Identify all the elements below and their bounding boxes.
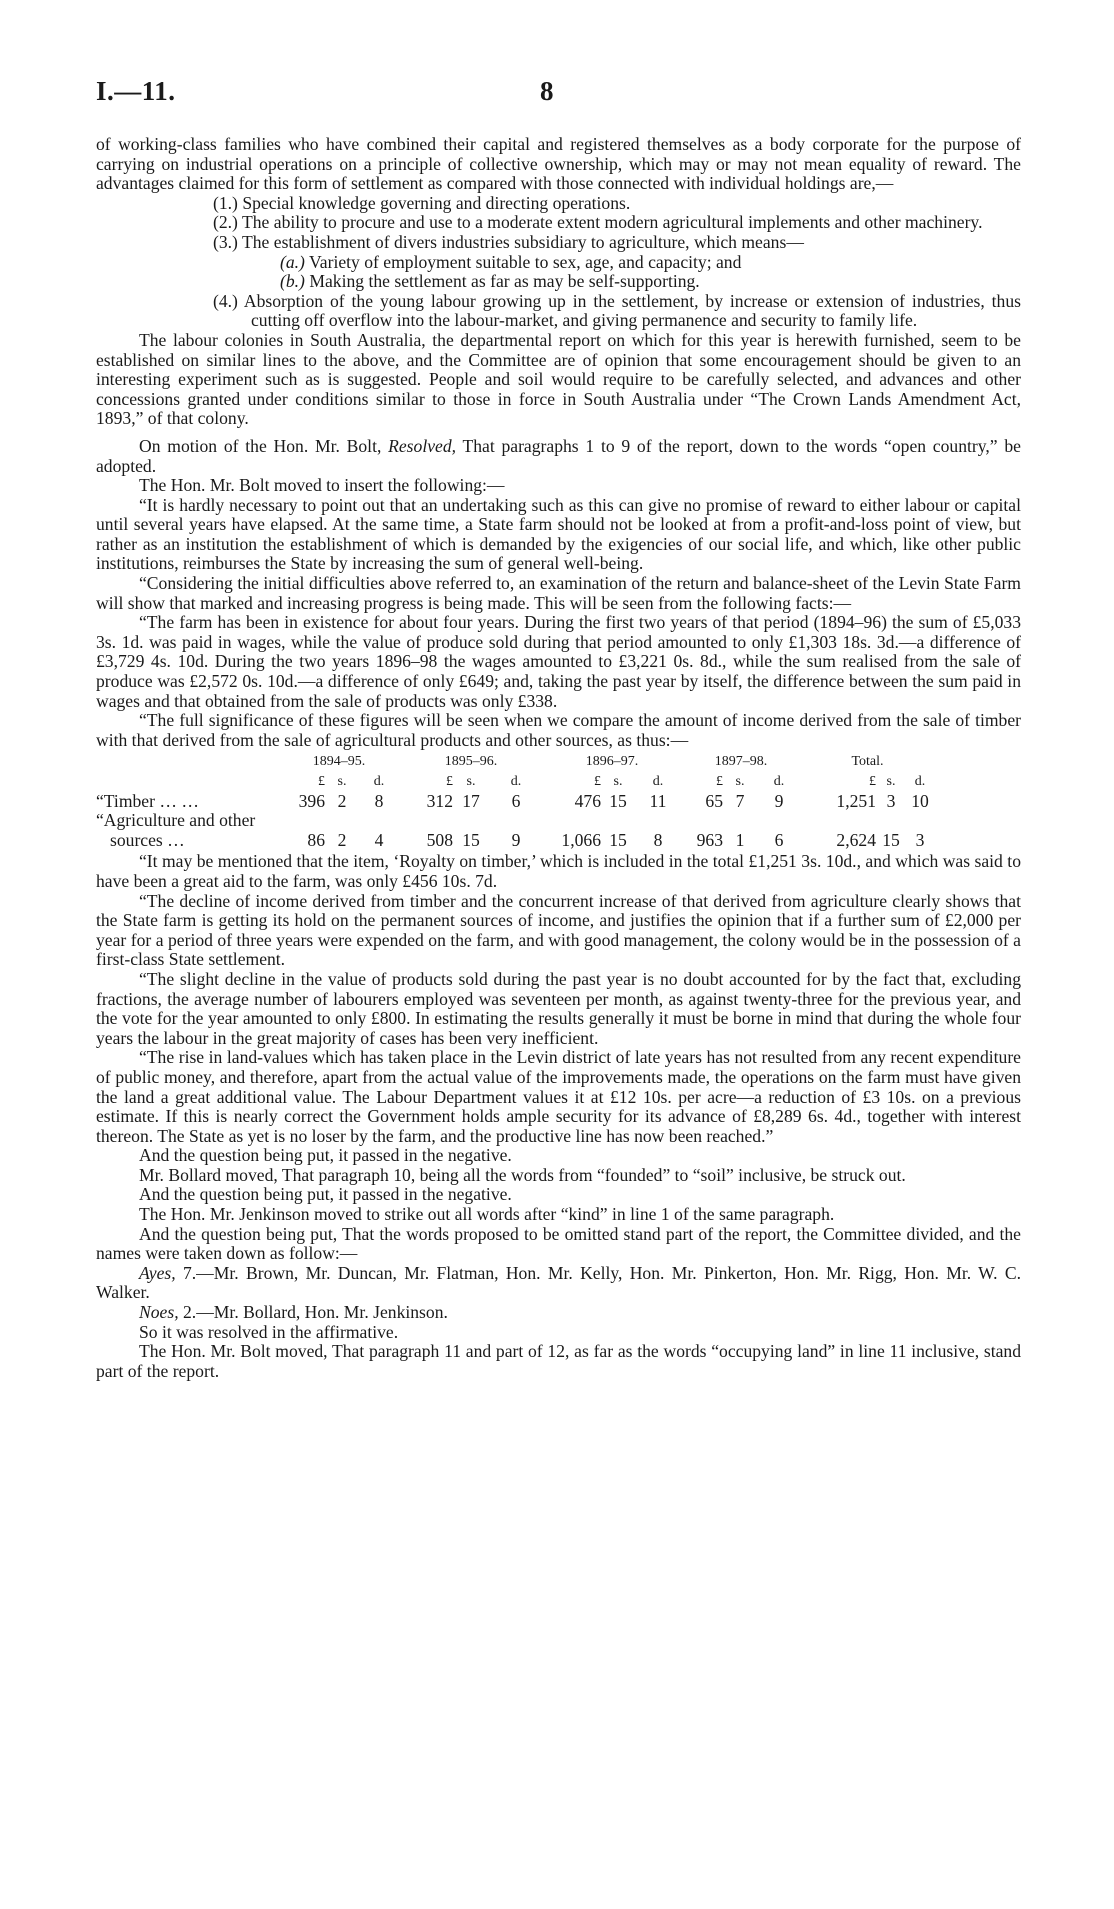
sub-list-item bbox=[96, 272, 1021, 292]
row-label: “Timber … … bbox=[96, 790, 199, 811]
advantages-list bbox=[96, 194, 1021, 331]
cell-pounds: 476 bbox=[574, 790, 601, 811]
cell-shillings: 17 bbox=[462, 790, 480, 811]
unit-pence: d. bbox=[652, 774, 664, 789]
cell-pounds: 2,624 bbox=[836, 829, 876, 850]
income-table bbox=[96, 752, 1021, 850]
cell-pence: 6 bbox=[511, 790, 521, 811]
unit-pounds: £ bbox=[594, 774, 601, 789]
cell-pounds: 963 bbox=[696, 829, 723, 850]
bolt-moved-paragraph: The Hon. Mr. Bolt moved to insert the following:— bbox=[139, 475, 505, 496]
bollard-motion: Mr. Bollard moved, That paragraph 10, being all the words from “founded” to “soil” inclusive, be struck out. bbox=[139, 1164, 906, 1185]
table-row bbox=[96, 811, 934, 831]
year-header: Total. bbox=[851, 754, 884, 770]
year-header: 1897–98. bbox=[714, 754, 768, 770]
cell-shillings: 15 bbox=[462, 829, 480, 850]
cell-pounds: 1,066 bbox=[561, 829, 601, 850]
cell-shillings: 1 bbox=[735, 829, 745, 850]
quote-paragraph: “The farm has been in existence for about four years. During the first two years of that period (1894–96) the sum of £5,033 3s. 1d. was paid in wages, while the value of produce sold during that period amounted to only £1,303 18s. 3d.—a difference of £3,729 4s. 10d. During the two years 1896–98 the wages amounted to £3,221 0s. 8d., while the sum realised from the sale of produce was £2,572 0s. 10d.—a difference of only £649; and, taking the past year by itself, the difference between the sum paid in wages and that obtained from the sale of products was only £338. bbox=[96, 612, 1021, 711]
income-table-grid bbox=[96, 752, 934, 850]
cell-shillings: 15 bbox=[609, 790, 627, 811]
ayes-label: Ayes, bbox=[139, 1262, 176, 1283]
table-row bbox=[96, 792, 934, 812]
item-number: (a.) bbox=[280, 251, 305, 272]
year-header: 1896–97. bbox=[585, 754, 639, 770]
intro-paragraph: of working-class families who have combined their capital and registered themselves as a body corporate for the purpose of carrying on industrial operations on a principle of collective ownership, which may or may not mean equality of reward. The advantages claimed for this form of settlement as compared with those connected with individual holdings are,— bbox=[96, 134, 1021, 194]
cell-pence: 8 bbox=[653, 829, 663, 850]
item-number: (b.) bbox=[280, 271, 305, 292]
motion-text: That paragraphs 1 to 9 of the report, down to the words “open country,” be adopted. bbox=[96, 435, 1021, 476]
jenkinson-motion: The Hon. Mr. Jenkinson moved to strike out all words after “kind” in line 1 of the same paragraph. bbox=[139, 1204, 835, 1225]
list-item bbox=[96, 233, 1021, 253]
cell-pence: 4 bbox=[374, 829, 384, 850]
quote-paragraph: “Considering the initial difficulties above referred to, an examination of the return and balance-sheet of the Levin State Farm will show that marked and increasing progress is being made. This will be seen from the following facts:— bbox=[96, 573, 1021, 613]
motion-text: On motion of the Hon. Mr. Bolt, bbox=[139, 435, 382, 456]
unit-pounds: £ bbox=[318, 774, 325, 789]
motion-paragraph bbox=[96, 437, 1021, 476]
item-number: (2.) bbox=[213, 212, 238, 233]
cell-pounds: 1,251 bbox=[836, 790, 876, 811]
cell-pence: 10 bbox=[911, 790, 929, 811]
item-number: (4.) bbox=[213, 290, 238, 311]
list-item bbox=[96, 213, 1021, 233]
cell-shillings: 3 bbox=[886, 790, 896, 811]
quote-paragraph: “The decline of income derived from timber and the concurrent increase of that derived from agriculture clearly shows that the State farm is getting its hold on the permanent sources of income, and justifies the opinion that if a further sum of £2,000 per year for a period of three years were expended on the farm, and with good management, the colony would be in the possession of a first-class State settlement. bbox=[96, 890, 1021, 970]
item-number: (3.) bbox=[213, 231, 238, 252]
row-label: sources … bbox=[110, 829, 185, 850]
quote-paragraph: “It may be mentioned that the item, ‘Royalty on timber,’ which is included in the total £1,251 3s. 10d., and which was said to have been a great aid to the farm, was only £456 10s. 7d. bbox=[96, 851, 1021, 891]
ayes-names: 7.—Mr. Brown, Mr. Duncan, Mr. Flatman, Hon. Mr. Kelly, Hon. Mr. Pinkerton, Hon. Mr. Rigg, Hon. Mr. W. C. Walker. bbox=[96, 1262, 1021, 1303]
page-number: 8 bbox=[540, 76, 554, 106]
cell-shillings: 2 bbox=[337, 790, 347, 811]
cell-pounds: 312 bbox=[426, 790, 453, 811]
cell-pence: 9 bbox=[774, 790, 784, 811]
quote-paragraph: “The slight decline in the value of products sold during the past year is no doubt accounted for by the fact that, excluding fractions, the average number of labourers employed was seventeen per month, as against twenty-three for the previous year, and the vote for the year amounted to only £800. In estimating the results generally it must be borne in mind that during the whole four years the labour in the great majority of cases has been very inefficient. bbox=[96, 968, 1021, 1048]
negative-result: And the question being put, it passed in the negative. bbox=[139, 1145, 512, 1166]
quote-paragraph: “The full significance of these figures will be seen when we compare the amount of income derived from the sale of timber with that derived from the sale of agricultural products and other sources, as thus:— bbox=[96, 710, 1021, 750]
unit-pounds: £ bbox=[446, 774, 453, 789]
cell-pounds: 86 bbox=[307, 829, 325, 850]
row-label: “Agriculture and other bbox=[96, 810, 256, 831]
page-header bbox=[96, 76, 1021, 116]
unit-pounds: £ bbox=[716, 774, 723, 789]
cell-pounds: 508 bbox=[426, 829, 453, 850]
sub-list-item bbox=[96, 253, 1021, 273]
cell-pence: 8 bbox=[374, 790, 384, 811]
unit-pence: d. bbox=[510, 774, 522, 789]
cell-shillings: 15 bbox=[609, 829, 627, 850]
list-item bbox=[96, 292, 1021, 331]
table-header-units bbox=[96, 772, 934, 792]
item-text: Absorption of the young labour growing up in the settlement, by increase or extension of industries, thus cutting off overflow into the labour-market, and giving permanence and security to family life. bbox=[243, 290, 1021, 331]
cell-shillings: 2 bbox=[337, 829, 347, 850]
item-text: Making the settlement as far as may be self-supporting. bbox=[309, 271, 700, 292]
unit-shillings: s. bbox=[337, 774, 347, 789]
division-question: And the question being put, That the words proposed to be omitted stand part of the report, the Committee divided, and the names were taken down as follow:— bbox=[96, 1223, 1021, 1264]
quote-paragraph: “The rise in land-values which has taken place in the Levin district of late years has not resulted from any recent expenditure of public money, and therefore, apart from the actual value of the improvements made, the operations on the farm must have given the land a great additional value. The Labour Department values it at £12 10s. per acre—a reduction of £3 10s. on a previous estimate. If this is nearly correct the Government holds ample security for its advance of £8,289 6s. 4d., together with interest thereon. The State as yet is no loser by the farm, and the productive line has now been reached.” bbox=[96, 1047, 1021, 1146]
cell-pence: 11 bbox=[649, 790, 667, 811]
quote-paragraph: “It is hardly necessary to point out that an undertaking such as this can give no promise of reward to either labour or capital until several years have elapsed. At the same time, a State farm should not be looked at from a profit-and-loss point of view, but rather as an institution the establishment of which is demanded by the exigencies of our social life, and which, like other public institutions, reimburses the State by increasing the sum of general well-being. bbox=[96, 494, 1021, 574]
item-text: Special knowledge governing and directing operations. bbox=[242, 192, 631, 213]
final-motion: The Hon. Mr. Bolt moved, That paragraph 11 and part of 12, as far as the words “occupying land” in line 11 inclusive, stand part of the report. bbox=[96, 1341, 1021, 1381]
cell-pence: 6 bbox=[774, 829, 784, 850]
item-text: The ability to procure and use to a moderate extent modern agricultural implements and other machinery. bbox=[242, 212, 983, 233]
resolved-affirmative: So it was resolved in the affirmative. bbox=[139, 1321, 399, 1342]
cell-shillings: 7 bbox=[735, 790, 745, 811]
unit-shillings: s. bbox=[466, 774, 476, 789]
table-header-years bbox=[96, 752, 934, 772]
unit-shillings: s. bbox=[735, 774, 745, 789]
year-header: 1894–95. bbox=[312, 754, 366, 770]
unit-pounds: £ bbox=[869, 774, 876, 789]
unit-pence: d. bbox=[373, 774, 385, 789]
unit-shillings: s. bbox=[613, 774, 623, 789]
table-row bbox=[96, 831, 934, 851]
noes-list bbox=[96, 1303, 1021, 1323]
item-text: Variety of employment suitable to sex, age, and capacity; and bbox=[309, 251, 742, 272]
unit-shillings: s. bbox=[886, 774, 896, 789]
cell-shillings: 15 bbox=[882, 829, 900, 850]
item-number: (1.) bbox=[213, 192, 238, 213]
cell-pounds: 65 bbox=[705, 790, 723, 811]
resolved-label: Resolved, bbox=[388, 435, 457, 456]
item-text: The establishment of divers industries subsidiary to agriculture, which means— bbox=[242, 231, 804, 252]
cell-pence: 9 bbox=[511, 829, 521, 850]
unit-pence: d. bbox=[773, 774, 785, 789]
labour-colonies-paragraph: The labour colonies in South Australia, the departmental report on which for this year is herewith furnished, seem to be established on similar lines to the above, and the Committee are of opinion that some encouragement should be given to an interesting experiment such as is suggested. People and soil would require to be carefully selected, and advances and other concessions granted under conditions similar to those in force in South Australia under “The Crown Lands Amendment Act, 1893,” of that colony. bbox=[96, 329, 1021, 429]
cell-pence: 3 bbox=[915, 829, 925, 850]
noes-names: 2.—Mr. Bollard, Hon. Mr. Jenkinson. bbox=[183, 1302, 448, 1323]
document-body bbox=[96, 135, 1021, 1381]
ayes-list bbox=[96, 1264, 1021, 1303]
cell-pounds: 396 bbox=[298, 790, 325, 811]
negative-result: And the question being put, it passed in the negative. bbox=[139, 1184, 512, 1205]
document-reference: I.—11. bbox=[96, 76, 176, 106]
unit-pence: d. bbox=[914, 774, 926, 789]
year-header: 1895–96. bbox=[444, 754, 498, 770]
list-item bbox=[96, 194, 1021, 214]
noes-label: Noes, bbox=[139, 1302, 179, 1323]
